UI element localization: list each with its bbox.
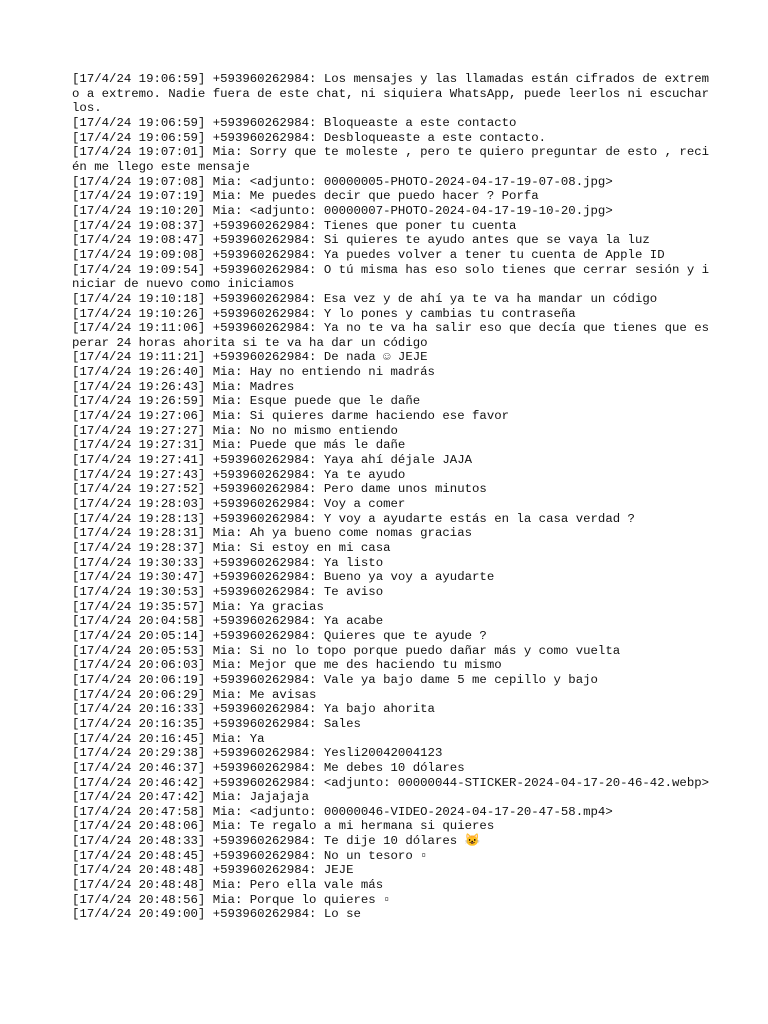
chat-line: [17/4/24 19:08:37] +593960262984: Tienes que poner tu cuenta xyxy=(72,218,517,233)
chat-line: [17/4/24 19:27:43] +593960262984: Ya te ayudo xyxy=(72,467,406,482)
chat-line: [17/4/24 19:07:01] Mia: Sorry que te moleste , pero te quiero preguntar de esto , recién me llego este mensaje xyxy=(72,145,710,174)
chat-line: [17/4/24 20:47:42] Mia: Jajajaja xyxy=(72,790,310,805)
chat-line: [17/4/24 19:26:40] Mia: Hay no entiendo ni madrás xyxy=(72,365,435,380)
chat-line: [17/4/24 20:05:53] Mia: Si no lo topo porque puedo dañar más y como vuelta xyxy=(72,643,621,658)
chat-line: [17/4/24 19:11:21] +593960262984: De nada ☺ JEJE xyxy=(72,350,428,365)
chat-line: [17/4/24 20:48:06] Mia: Te regalo a mi hermana si quieres xyxy=(72,819,495,834)
chat-line: [17/4/24 19:10:20] Mia: <adjunto: 00000007-PHOTO-2024-04-17-19-10-20.jpg> xyxy=(72,203,613,218)
chat-line: [17/4/24 19:06:59] +593960262984: Los mensajes y las llamadas están cifrados de extremo a extremo. Nadie fuera de este chat, ni siquiera WhatsApp, puede leerlos ni escucharlos. xyxy=(72,72,710,116)
chat-line: [17/4/24 20:16:33] +593960262984: Ya bajo ahorita xyxy=(72,702,435,717)
chat-line: [17/4/24 19:27:27] Mia: No no mismo entiendo xyxy=(72,423,398,438)
chat-line: [17/4/24 19:10:26] +593960262984: Y lo pones y cambias tu contraseña xyxy=(72,306,576,321)
chat-line: [17/4/24 20:06:29] Mia: Me avisas xyxy=(72,687,317,702)
chat-line: [17/4/24 19:07:19] Mia: Me puedes decir que puedo hacer ? Porfa xyxy=(72,189,539,204)
chat-line: [17/4/24 19:30:33] +593960262984: Ya listo xyxy=(72,555,384,570)
chat-line: [17/4/24 20:04:58] +593960262984: Ya acabe xyxy=(72,614,384,629)
chat-line: [17/4/24 20:47:58] Mia: <adjunto: 00000046-VIDEO-2024-04-17-20-47-58.mp4> xyxy=(72,804,613,819)
chat-line: [17/4/24 19:27:06] Mia: Si quieres darme haciendo ese favor xyxy=(72,409,510,424)
chat-line: [17/4/24 20:48:33] +593960262984: Te dije 10 dólares 😺 xyxy=(72,834,480,849)
chat-line: [17/4/24 19:09:08] +593960262984: Ya puedes volver a tener tu cuenta de Apple ID xyxy=(72,247,665,262)
chat-line: [17/4/24 19:06:59] +593960262984: Bloqueaste a este contacto xyxy=(72,115,517,130)
chat-line: [17/4/24 20:05:14] +593960262984: Quieres que te ayude ? xyxy=(72,628,487,643)
chat-line: [17/4/24 19:11:06] +593960262984: Ya no te va ha salir eso que decía que tienes que esperar 24 horas ahorita si te va ha dar un código xyxy=(72,321,710,350)
chat-line: [17/4/24 19:08:47] +593960262984: Si quieres te ayudo antes que se vaya la luz xyxy=(72,233,650,248)
chat-line: [17/4/24 20:48:45] +593960262984: No un tesoro ▫ xyxy=(72,848,428,863)
chat-line: [17/4/24 20:48:48] +593960262984: JEJE xyxy=(72,863,354,878)
chat-line: [17/4/24 19:28:37] Mia: Si estoy en mi casa xyxy=(72,541,391,555)
chat-line: [17/4/24 20:49:00] +593960262984: Lo se xyxy=(72,907,361,922)
chat-transcript xyxy=(72,72,712,922)
chat-line: [17/4/24 19:07:08] Mia: <adjunto: 00000005-PHOTO-2024-04-17-19-07-08.jpg> xyxy=(72,174,613,189)
chat-line: [17/4/24 20:46:37] +593960262984: Me debes 10 dólares xyxy=(72,760,465,775)
chat-line: [17/4/24 19:26:59] Mia: Esque puede que le dañe xyxy=(72,394,421,409)
chat-line: [17/4/24 20:06:19] +593960262984: Vale ya bajo dame 5 me cepillo y bajo xyxy=(72,672,598,687)
chat-line: [17/4/24 19:09:54] +593960262984: O tú misma has eso solo tienes que cerrar sesión y iniciar de nuevo como iniciamos xyxy=(72,262,710,292)
chat-line: [17/4/24 19:26:43] Mia: Madres xyxy=(72,379,295,394)
chat-line: [17/4/24 19:30:47] +593960262984: Bueno ya voy a ayudarte xyxy=(72,570,495,585)
chat-line: [17/4/24 20:46:42] +593960262984: <adjunto: 00000044-STICKER-2024-04-17-20-46-42.webp> xyxy=(72,775,710,790)
chat-line: [17/4/24 19:27:41] +593960262984: Yaya ahí déjale JAJA xyxy=(72,453,473,468)
chat-line: [17/4/24 19:28:31] Mia: Ah ya bueno come nomas gracias xyxy=(72,526,473,541)
chat-line: [17/4/24 19:10:18] +593960262984: Esa vez y de ahí ya te va ha mandar un código xyxy=(72,291,658,306)
chat-line: [17/4/24 20:16:35] +593960262984: Sales xyxy=(72,716,361,731)
chat-line: [17/4/24 20:06:03] Mia: Mejor que me des haciendo tu mismo xyxy=(72,658,502,673)
chat-line: [17/4/24 19:30:53] +593960262984: Te aviso xyxy=(72,584,384,599)
chat-line: [17/4/24 19:35:57] Mia: Ya gracias xyxy=(72,599,324,614)
chat-line: [17/4/24 20:48:56] Mia: Porque lo quieres ▫ xyxy=(72,892,391,907)
chat-line: [17/4/24 19:27:52] +593960262984: Pero dame unos minutos xyxy=(72,482,487,497)
chat-line: [17/4/24 20:16:45] Mia: Ya xyxy=(72,731,265,746)
chat-line: [17/4/24 19:28:13] +593960262984: Y voy a ayudarte estás en la casa verdad ? xyxy=(72,511,635,526)
chat-line: [17/4/24 19:28:03] +593960262984: Voy a comer xyxy=(72,497,406,512)
chat-line: [17/4/24 19:27:31] Mia: Puede que más le dañe xyxy=(72,438,406,453)
chat-line: [17/4/24 20:29:38] +593960262984: Yesli20042004123 xyxy=(72,746,443,761)
chat-line: [17/4/24 19:06:59] +593960262984: Desbloqueaste a este contacto. xyxy=(72,130,547,145)
chat-line: [17/4/24 20:48:48] Mia: Pero ella vale más xyxy=(72,878,384,893)
